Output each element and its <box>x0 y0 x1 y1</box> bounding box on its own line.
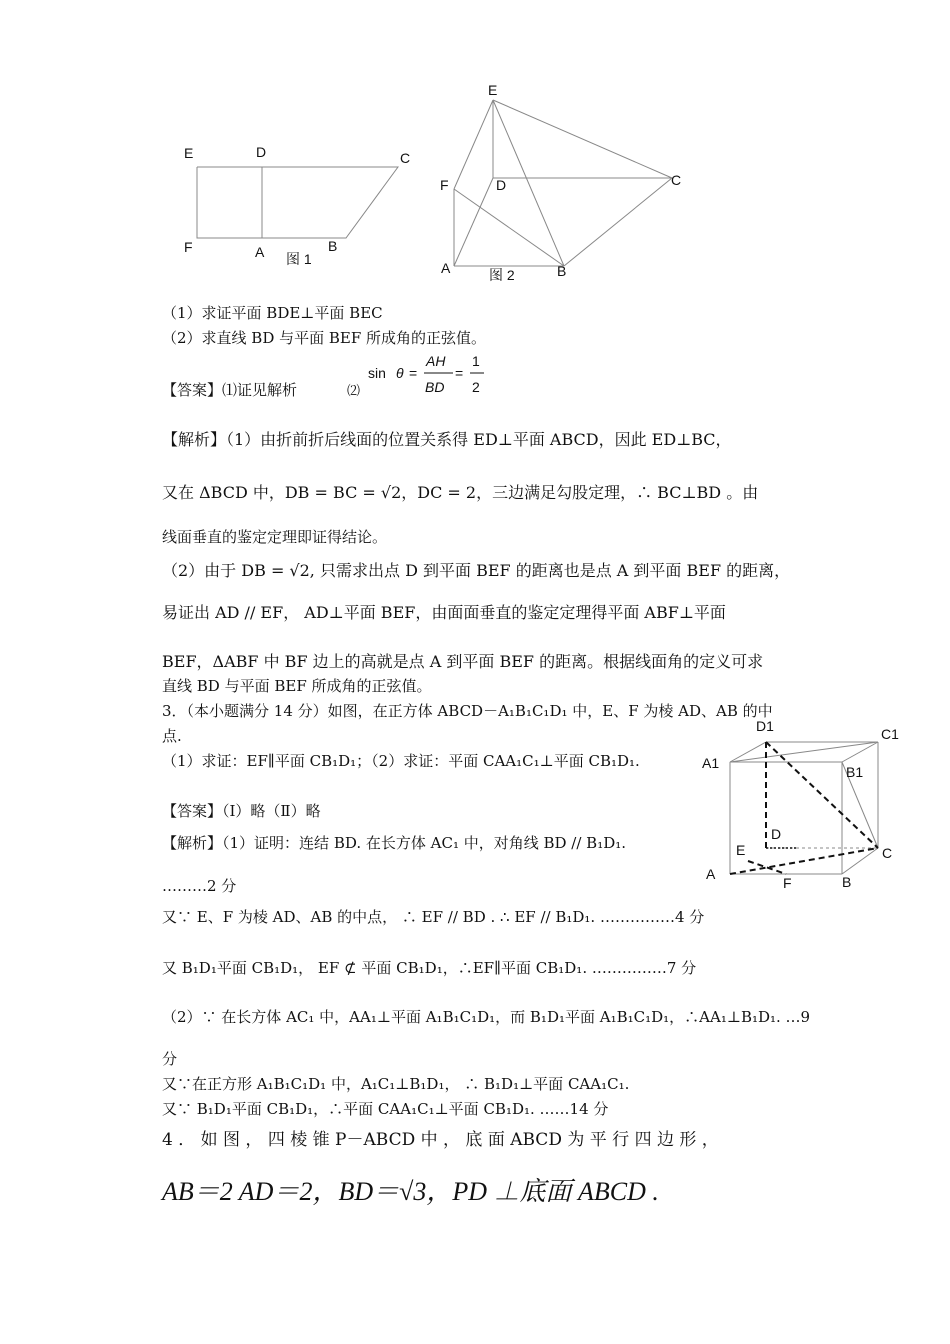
fig2-label-a: A <box>441 260 451 276</box>
cube-label-b: B <box>842 874 852 890</box>
q3-solution-4: （2）∵ 在长方体 AC₁ 中，AA₁⊥平面 A₁B₁C₁D₁，而 B₁D₁平面 A₁B₁C₁D₁，∴AA₁⊥B₁D₁. …9 <box>162 1008 811 1026</box>
q3-solution-3: 又 B₁D₁平面 CB₁D₁， EF ⊄ 平面 CB₁D₁，∴EF∥平面 CB₁D₁. ……………7 分 <box>162 959 697 977</box>
q3-stem-2: 点. <box>162 727 182 745</box>
cube-label-a: A <box>706 866 716 882</box>
q2-answer-p2: ⑵ <box>347 384 361 399</box>
q3-answer: 【答案】（Ⅰ）略（Ⅱ）略 <box>162 802 321 820</box>
cube-label-e: E <box>736 842 746 858</box>
q3-solution-6: 又∵ B₁D₁平面 CB₁D₁，∴平面 CAA₁C₁⊥平面 CB₁D₁. ……14 分 <box>162 1100 609 1118</box>
figure-1 <box>170 135 430 275</box>
fig1-label-a: A <box>255 244 265 260</box>
q3-solution-5: 又∵在正方形 A₁B₁C₁D₁ 中，A₁C₁⊥B₁D₁， ∴ B₁D₁⊥平面 CAA₁C₁. <box>162 1075 630 1093</box>
cube-label-b1: B1 <box>846 764 864 780</box>
analysis-line-6: BEF，ΔABF 中 BF 边上的高就是点 A 到平面 BEF 的距离。根据线面角的定义可求 <box>162 652 764 671</box>
svg-text:2: 2 <box>472 379 480 395</box>
cube-label-d: D <box>771 826 782 842</box>
cube-label-c: C <box>882 845 893 861</box>
cube-label-c1: C1 <box>881 726 899 742</box>
fig1-label-f: F <box>184 239 193 255</box>
analysis-line-7: 直线 BD 与平面 BEF 所成角的正弦值。 <box>162 677 432 695</box>
fig2-caption: 图 2 <box>489 267 515 283</box>
fig2-label-d: D <box>496 177 507 193</box>
q2-answer: 【答案】⑴证见解析 <box>162 381 298 399</box>
analysis-line-2: 又在 ΔBCD 中，DB = BC = √2，DC = 2，三边满足勾股定理，∴ BC⊥BD 。由 <box>162 483 759 502</box>
analysis-line-4: （2）由于 DB = √2, 只需求出点 D 到平面 BEF 的距离也是点 A 到平面 BEF 的距离， <box>162 561 791 580</box>
svg-text:θ: θ <box>396 365 404 381</box>
q3-solution-2: 又∵ E、F 为棱 AD、AB 的中点， ∴ EF // BD . ∴ EF // B₁D₁. ……………4 分 <box>162 908 705 926</box>
svg-text:1: 1 <box>472 353 480 369</box>
analysis-line-5: 易证出 AD // EF， AD⊥平面 BEF，由面面垂直的鉴定定理得平面 ABF⊥平面 <box>162 603 726 622</box>
q3-parts: （1）求证：EF∥平面 CB₁D₁；（2）求证：平面 CAA₁C₁⊥平面 CB₁D₁. <box>162 752 640 770</box>
q3-solution-4b: 分 <box>162 1050 178 1068</box>
q3-solution-1: 【解析】（1）证明：连结 BD. 在长方体 AC₁ 中，对角线 BD // B₁D₁. <box>162 834 627 852</box>
svg-text:sin: sin <box>368 365 386 381</box>
fig1-label-e: E <box>184 145 194 161</box>
fig2-label-c: C <box>671 172 682 188</box>
svg-text:BD: BD <box>425 379 445 395</box>
fig1-label-c: C <box>400 150 411 166</box>
cube-label-f: F <box>783 875 792 891</box>
q3-score-2: ………2 分 <box>162 877 237 895</box>
analysis-line-1: 【解析】（1）由折前折后线面的位置关系得 ED⊥平面 ABCD，因此 ED⊥BC， <box>162 430 732 449</box>
q4-stem-2: AB＝2 AD＝2，BD＝√3，PD ⊥底面 ABCD . <box>162 1177 659 1206</box>
fig1-caption: 图 1 <box>286 251 312 267</box>
analysis-line-3: 线面垂直的鉴定定理即证得结论。 <box>162 528 388 546</box>
fig2-label-e: E <box>488 82 498 98</box>
q4-stem-1: 4 ． 如 图 ， 四 棱 锥 P－ABCD 中 ， 底 面 ABCD 为 平 行 四 边 形 ， <box>162 1130 719 1150</box>
fig1-label-b: B <box>328 238 338 254</box>
cube-label-a1: A1 <box>702 755 720 771</box>
svg-text:=: = <box>409 365 418 381</box>
figure-2 <box>435 80 695 290</box>
fig1-label-d: D <box>256 144 267 160</box>
fig2-label-f: F <box>440 177 449 193</box>
q3-stem-1: 3．（本小题满分 14 分）如图，在正方体 ABCD－A₁B₁C₁D₁ 中，E、F 为棱 AD、AB 的中 <box>162 702 773 720</box>
q2-part2: （2）求直线 BD 与平面 BEF 所成角的正弦值。 <box>162 329 487 347</box>
svg-text:=: = <box>455 365 464 381</box>
svg-text:AH: AH <box>426 353 446 369</box>
fig2-label-b: B <box>557 263 567 279</box>
sin-formula <box>366 346 496 400</box>
cube-label-d1: D1 <box>756 718 774 734</box>
cube-figure <box>698 712 908 894</box>
q2-part1: （1）求证平面 BDE⊥平面 BEC <box>162 304 383 322</box>
